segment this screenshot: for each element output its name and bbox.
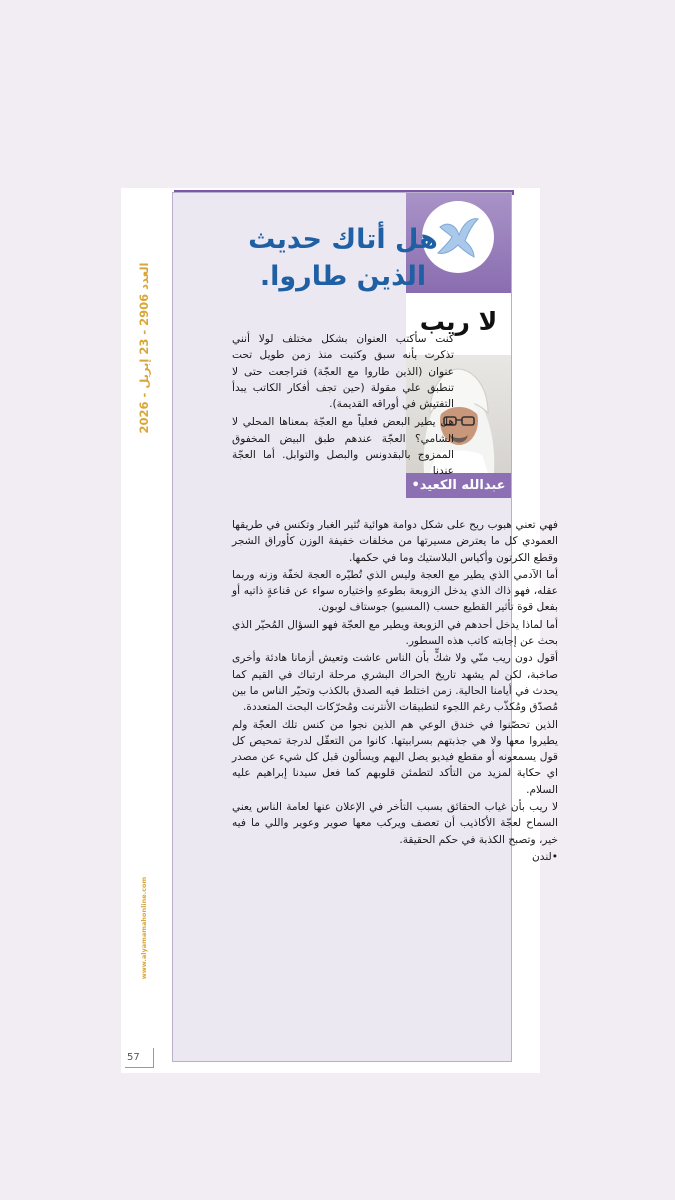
paragraph: لا ريب بأن غياب الحقائق بسبب التأخر في الإعلان عنها لعامة الناس يعني السماح لعجّة الأكاذيب أن تعصف ويركب معها صوير وعوير واللي ما فيه خير، وتصبح الكذبة في حكم الحقيقة. (232, 801, 558, 846)
page-number: 57 (127, 1052, 140, 1063)
page-margin (121, 188, 167, 1073)
page-number-rule (125, 1067, 153, 1068)
title-line-2: الذين طاروا. (259, 261, 427, 292)
article-title (232, 221, 454, 295)
author-name: عبدالله الكعيد• (406, 473, 511, 498)
paragraph: فهي تعني هبوب ريح على شكل دوامة هوائية تُثير الغبار وتكنس في طريقها العمودي كل ما يعترض مسيرتها من مخلفات خفيفة الوزن كأوراق الشجر وقطع الكرتون وأكياس البلاستيك وما في حكمها. (232, 519, 558, 564)
article-body-wide (232, 517, 558, 866)
paragraph: هل يطير البعض فعلياً مع العجّة بمعناها المحلي لا الشامي؟ العجّة عندهم طبق البيض المخفوق الممزوج بالبقدونس والبصل والتوابل. أما العجّة عندنا (232, 416, 454, 478)
paragraph: أما الآدمي الذي يطير مع العجة وليس الذي تُطيّره العجة لخفّة وزنه وربما عقله، فهو ذاك الذي يدخل الزوبعة بطوعهِ واختياره سواء عن قناعةٍ ذاتيه أو بفعل قوة تأثير القطيع حسب (المسيو) جوستاف لوبون. (232, 568, 558, 614)
article-card (172, 192, 558, 1062)
website-url: www.alyamamahonline.com (140, 876, 148, 980)
title-line-1: هل أتاك حديث (248, 224, 438, 255)
paragraph: أما لماذا يدخل أحدهم في الزوبعة ويطير مع العجّة فهو السؤال المُحيّر الذي بحث عن إجابته كاتب هذه السطور. (232, 618, 558, 648)
magazine-page (121, 188, 558, 1073)
article-body-narrow (232, 331, 454, 482)
paragraph: الذين تحصّنوا في خندق الوعي هم الذين نجوا من كنس تلك العجّة ولم يطيروا معها ولا هي جذبتهم بسرابيتها. كانوا من التعقّل لدرجة تمحيص كل قول يسمعونه أو مقطع فيديو يصل اليهم ويسألون قبل كل شيء عن مصدر اي حكاية لمزيد من التأكد لتطمئن قلوبهم كما فعل سيدنا إبراهيم عليه السلام. (232, 718, 558, 796)
column-name: لا ريب (419, 307, 498, 336)
paragraph: كنت سأكتب العنوان بشكل مختلف لولا أنني تذكرت بأنه سبق وكتبت منذ زمن طويل تحت عنوان (الذين طاروا مع العجّة) فتراجعت حتى لا تنطبق علي مقولة (حين تجف أفكار الكاتب يبدأ التفتيش في أوراقه القديمة). (232, 333, 454, 411)
signoff: •لندن (531, 850, 558, 863)
page-number-rule (153, 1048, 154, 1068)
paragraph: أقول دون ريب منّي ولا شكٍّ بأن الناس عاشت وتعيش أزمانا هادئة وأخرى صاخبة، لكن لم يشهد تاريخ الحراك البشري مرحلة ارتباك في القيم كما يحدث في أيامنا الحالية. زمن اختلط فيه الصدق بالكذب وتحيّر الناس ما بين مُصدّق ومُكذّب رغم اللجوء لتطبيقات الأنترنت ومُحرّكات البحث المتعددة. (232, 652, 558, 714)
issue-date-line: العدد 2906 - 23 إبريل - 2026 (137, 262, 151, 434)
